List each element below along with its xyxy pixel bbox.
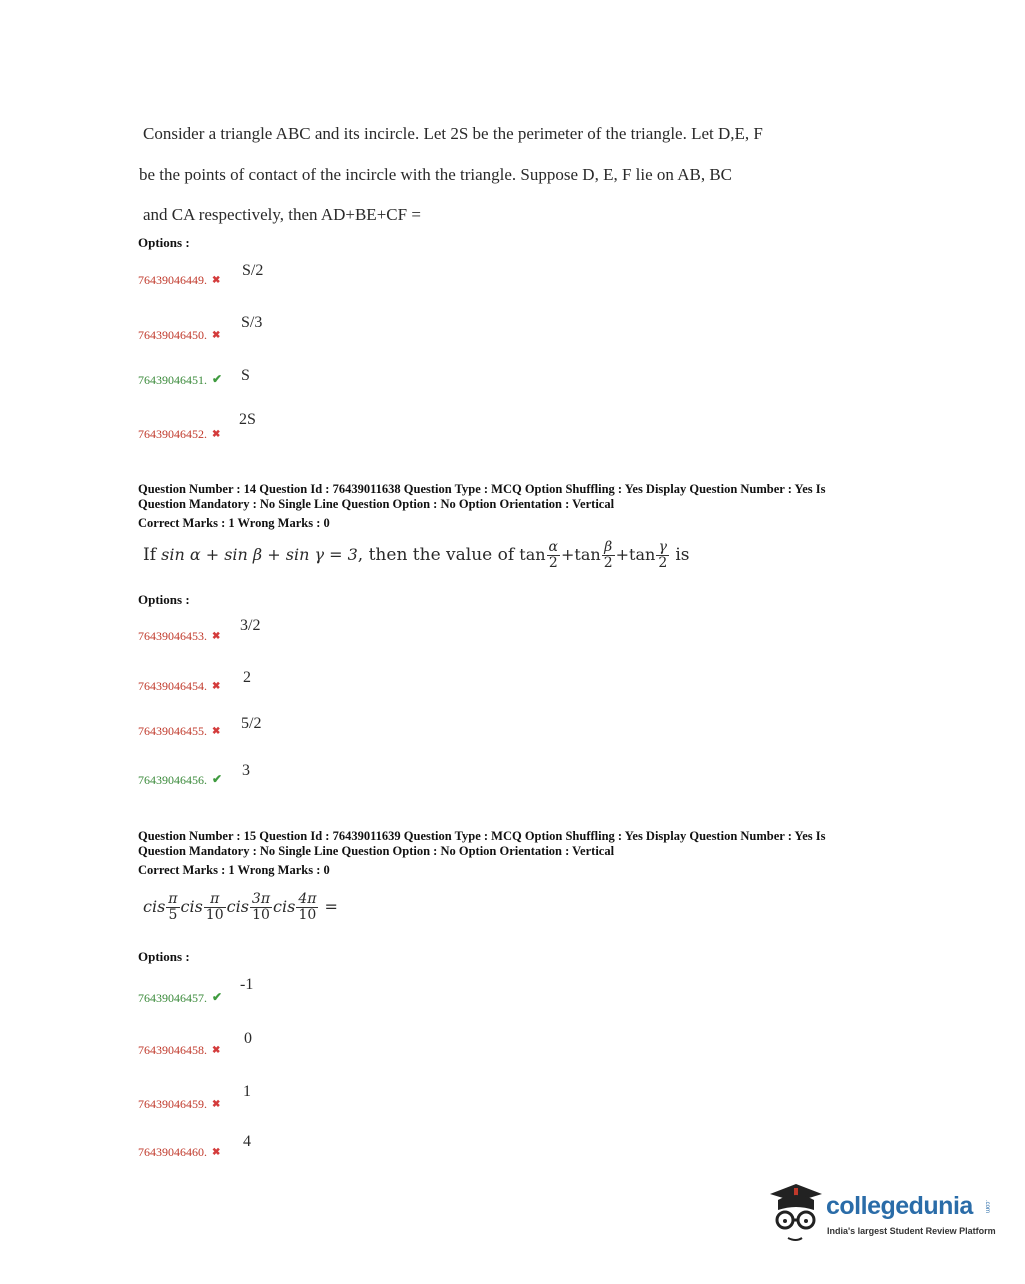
logo-com: .com <box>984 1200 990 1214</box>
option-value: 3/2 <box>240 617 261 634</box>
question-13-line-3: and CA respectively, then AD+BE+CF = <box>143 205 421 224</box>
wrong-mark-icon: ✖ <box>212 1045 221 1056</box>
stem-equation: sin α + sin β + sin γ = 3 <box>161 545 358 564</box>
fraction <box>656 540 669 571</box>
option-row[interactable] <box>138 1143 220 1161</box>
fraction-numerator: 3π <box>251 891 271 907</box>
option-value: 5/2 <box>241 715 262 732</box>
option-id: 76439046452. <box>138 427 207 441</box>
option-row[interactable] <box>138 627 220 645</box>
fraction <box>602 540 615 571</box>
wrong-mark-icon: ✖ <box>212 726 221 737</box>
fraction-numerator: γ <box>656 540 669 556</box>
question-14-meta-line-1: Question Number : 14 Question Id : 76439011638 Question Type : MCQ Option Shuffling : Yes Display Question Number : Yes Is <box>138 482 826 496</box>
option-id: 76439046459. <box>138 1097 207 1111</box>
fraction-numerator: π <box>204 892 226 908</box>
equals-sign: = <box>324 897 338 916</box>
option-row[interactable] <box>138 271 220 289</box>
option-id: 76439046450. <box>138 328 207 342</box>
option-value: 3 <box>242 762 250 779</box>
option-row[interactable] <box>138 1095 220 1113</box>
logo-tagline: India's largest Student Review Platform <box>827 1226 996 1236</box>
fraction <box>250 892 272 923</box>
fraction-denominator: 2 <box>548 555 558 571</box>
fraction <box>296 892 318 923</box>
option-id: 76439046451. <box>138 373 207 387</box>
fraction-numerator: 4π <box>298 891 317 907</box>
options-label: Options : <box>138 235 190 250</box>
question-15-meta-line-2: Question Mandatory : No Single Line Question Option : No Option Orientation : Vertical <box>138 844 615 858</box>
options-label: Options : <box>138 949 190 964</box>
option-value: 2 <box>243 669 251 686</box>
option-id: 76439046457. <box>138 991 207 1005</box>
fraction-denominator: 5 <box>168 907 178 923</box>
option-id: 76439046460. <box>138 1145 207 1159</box>
option-id: 76439046454. <box>138 679 207 693</box>
fraction <box>547 540 560 571</box>
fraction-denominator: 10 <box>205 907 224 923</box>
option-id: 76439046455. <box>138 724 207 738</box>
logo-name: collegedunia <box>826 1192 973 1220</box>
wrong-mark-icon: ✖ <box>212 1099 221 1110</box>
correct-check-icon: ✔ <box>212 772 223 786</box>
fraction-denominator: 2 <box>603 555 613 571</box>
question-14-stem <box>143 540 690 571</box>
tan-label: tan <box>629 545 656 564</box>
wrong-mark-icon: ✖ <box>212 1147 221 1158</box>
tan-label: tan <box>574 545 601 564</box>
fraction <box>166 892 179 923</box>
wrong-mark-icon: ✖ <box>212 681 221 692</box>
question-15-marks: Correct Marks : 1 Wrong Marks : 0 <box>138 863 330 877</box>
option-row[interactable] <box>138 1041 220 1059</box>
option-row[interactable] <box>138 326 220 344</box>
question-13-line-1: Consider a triangle ABC and its incircle. Let 2S be the perimeter of the triangle. Let D,E, F <box>143 124 763 143</box>
cis-label: cis <box>143 897 166 916</box>
question-15-stem <box>143 892 338 923</box>
wrong-mark-icon: ✖ <box>212 631 221 642</box>
fraction-denominator: 10 <box>252 907 270 923</box>
stem-text: , then the value of <box>357 545 515 565</box>
option-value: S/2 <box>242 262 264 279</box>
wrong-mark-icon: ✖ <box>212 330 221 341</box>
correct-check-icon: ✔ <box>212 372 223 386</box>
fraction-denominator: 2 <box>658 555 668 571</box>
fraction-denominator: 10 <box>298 907 317 923</box>
collegedunia-logo[interactable] <box>766 1178 996 1248</box>
cis-label: cis <box>180 897 203 916</box>
option-id: 76439046458. <box>138 1043 207 1057</box>
plus-sign: + <box>561 545 575 564</box>
option-value: 0 <box>244 1030 252 1047</box>
option-value: 4 <box>243 1133 251 1150</box>
option-value: S/3 <box>241 314 263 331</box>
cis-label: cis <box>273 897 296 916</box>
fraction-numerator: π <box>168 891 178 907</box>
tan-label: tan <box>519 545 546 564</box>
option-row[interactable] <box>138 371 222 389</box>
option-id: 76439046449. <box>138 273 207 287</box>
wrong-mark-icon: ✖ <box>212 275 221 286</box>
option-row[interactable] <box>138 425 220 443</box>
option-row[interactable] <box>138 771 222 789</box>
options-label: Options : <box>138 592 190 607</box>
option-row[interactable] <box>138 989 222 1007</box>
fraction <box>204 892 226 923</box>
option-value: 1 <box>243 1083 251 1100</box>
stem-text: If <box>143 545 157 565</box>
option-row[interactable] <box>138 722 220 740</box>
question-14-marks: Correct Marks : 1 Wrong Marks : 0 <box>138 516 330 530</box>
option-value: 2S <box>239 411 256 428</box>
fraction-numerator: α <box>548 539 559 555</box>
option-row[interactable] <box>138 677 220 695</box>
question-14-meta-line-2: Question Mandatory : No Single Line Question Option : No Option Orientation : Vertical <box>138 497 615 511</box>
stem-text: is <box>675 545 690 565</box>
plus-sign: + <box>615 545 630 564</box>
question-13-line-2: be the points of contact of the incircle with the triangle. Suppose D, E, F lie on AB, BC <box>139 165 733 184</box>
wrong-mark-icon: ✖ <box>212 429 221 440</box>
question-15-meta-line-1: Question Number : 15 Question Id : 76439011639 Question Type : MCQ Option Shuffling : Yes Display Question Number : Yes Is <box>138 829 826 843</box>
student-mascot-icon <box>766 1180 824 1246</box>
cis-label: cis <box>226 897 249 916</box>
option-id: 76439046456. <box>138 773 207 787</box>
option-value: S <box>241 367 250 384</box>
option-id: 76439046453. <box>138 629 207 643</box>
fraction-numerator: β <box>602 540 615 556</box>
correct-check-icon: ✔ <box>212 990 223 1004</box>
option-value: -1 <box>240 976 254 993</box>
